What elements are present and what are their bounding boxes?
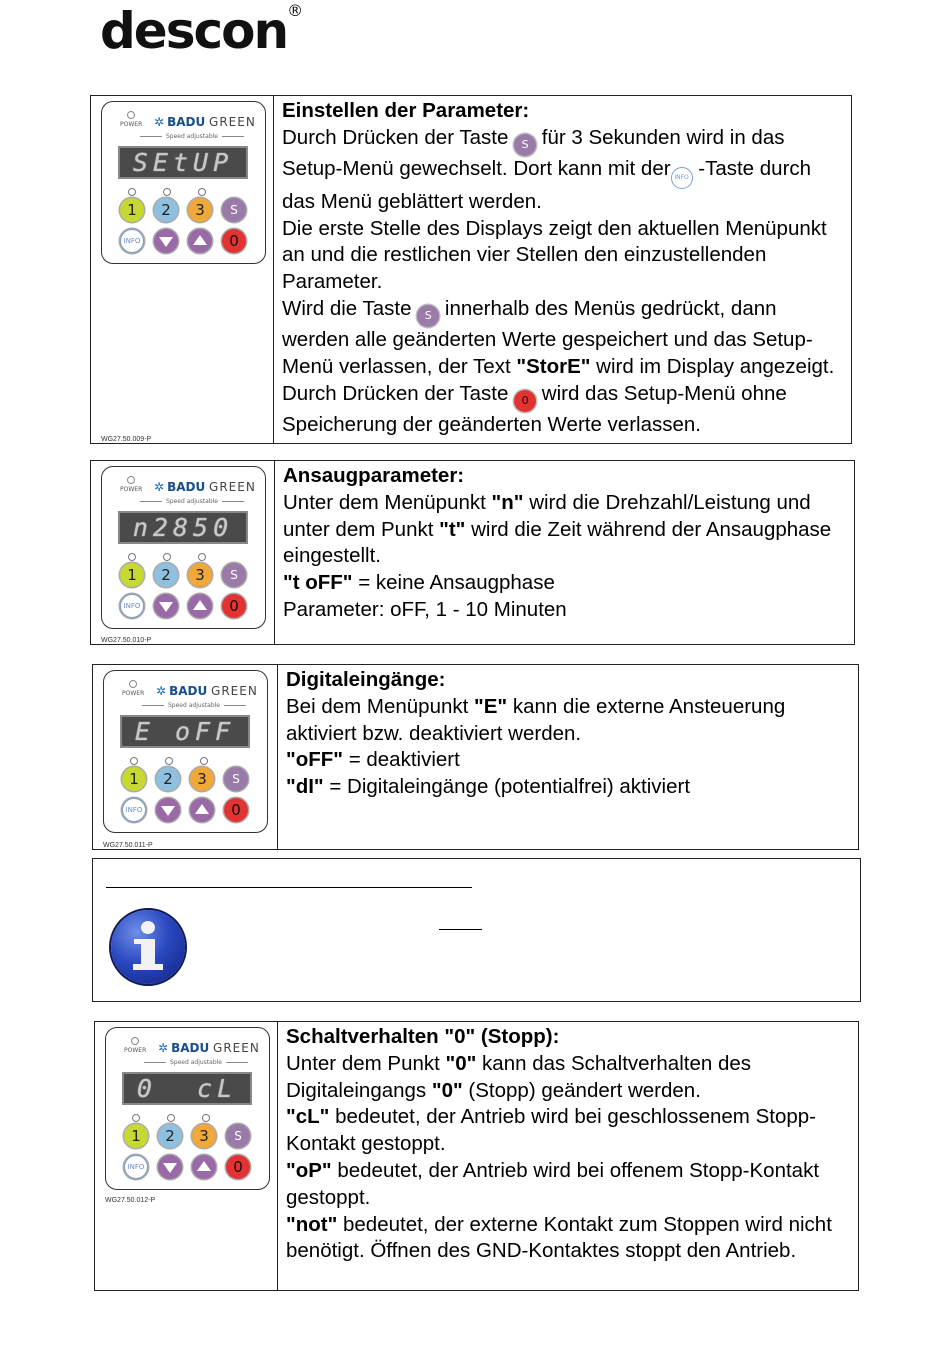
button-0: 0	[224, 798, 248, 822]
fan-icon: ✲	[154, 115, 165, 129]
paragraph: Durch Drücken der Taste S für 3 Sekunden wird in das Setup-Menü gewechselt. Dort kann mit der INFO -Taste durch das Menü geblättert werden.	[282, 125, 812, 213]
arrow-down-icon	[156, 798, 180, 822]
section-text	[278, 1022, 858, 1290]
indicator-leds	[128, 183, 233, 201]
fan-icon: ✲	[156, 684, 167, 698]
button-1: 1	[120, 198, 144, 222]
power-label: POWER	[124, 1047, 147, 1054]
speed-label: Speed adjustable	[132, 498, 252, 505]
s-button-icon: S	[417, 305, 439, 327]
indicator-leds	[128, 548, 233, 566]
brand-logo: ✲ BADU GREEN	[154, 480, 256, 494]
paragraph: Durch Drücken der Taste 0 wird das Setup-Menü ohne Speicherung der geänderten Werte verlassen.	[282, 381, 787, 436]
fan-icon: ✲	[154, 480, 165, 494]
panel-image	[95, 1022, 278, 1290]
paragraph: Die erste Stelle des Displays zeigt den aktuellen Menüpunkt an und die restlichen vier Stellen den einzustellenden Parameter.	[282, 216, 827, 294]
paragraph: "oFF" = deaktiviert	[286, 748, 460, 772]
led-display: E oFF	[120, 715, 250, 748]
button-2: 2	[154, 198, 178, 222]
s-button-icon: S	[514, 134, 536, 156]
fan-icon: ✲	[158, 1041, 169, 1055]
paragraph: Parameter: oFF, 1 - 10 Minuten	[283, 597, 567, 621]
section-title: Digitaleingänge:	[286, 668, 446, 691]
paragraph: "not" bedeutet, der externe Kontakt zum Stoppen wird nicht benötigt. Öffnen des GND-Kontaktes stoppt den Antrieb.	[286, 1212, 832, 1263]
panel-image	[91, 461, 275, 644]
paragraph: Bei dem Menüpunkt "E" kann die externe Ansteuerung aktiviert bzw. deaktiviert werden.	[286, 694, 786, 745]
section-stopp	[94, 1021, 859, 1291]
power-led	[131, 1037, 139, 1045]
arrow-down-icon	[158, 1155, 182, 1179]
control-panel	[105, 1027, 270, 1190]
paragraph: Unter dem Punkt "0" kann das Schaltverhalten des Digitaleingangs "0" (Stopp) geändert werden.	[286, 1051, 752, 1102]
image-code: WG27.50.011-P	[103, 842, 153, 849]
arrow-up-icon	[188, 229, 212, 253]
button-2: 2	[158, 1124, 182, 1148]
paragraph: Wird die Taste S innerhalb des Menüs gedrückt, dann werden alle geänderten Werte gespeichert und das Setup-Menü verlassen, der Text "StorE" wird im Display angezeigt.	[282, 296, 835, 378]
led-display: SEtUP	[118, 146, 248, 179]
section-title: Einstellen der Parameter:	[282, 99, 530, 122]
button-s: S	[226, 1124, 250, 1148]
led-display: n2850	[118, 511, 248, 544]
section-ansaug	[90, 460, 855, 645]
button-2: 2	[154, 563, 178, 587]
power-led	[127, 111, 135, 119]
button-s: S	[224, 767, 248, 791]
button-3: 3	[188, 198, 212, 222]
indicator-leds	[132, 1109, 237, 1127]
power-label: POWER	[120, 486, 143, 493]
brand-logo: ✲ BADU GREEN	[156, 684, 258, 698]
paragraph: Unter dem Menüpunkt "n" wird die Drehzahl/Leistung und unter dem Punkt "t" wird die Zeit während der Ansaugphase eingestellt.	[283, 490, 832, 568]
arrow-up-icon	[190, 798, 214, 822]
panel-image	[91, 96, 274, 443]
section-title: Schaltverhalten "0" (Stopp):	[286, 1025, 560, 1048]
brand-logo: ✲ BADU GREEN	[158, 1041, 260, 1055]
paragraph: "t oFF" = keine Ansaugphase	[283, 571, 555, 595]
button-0: 0	[222, 229, 246, 253]
button-1: 1	[122, 767, 146, 791]
button-3: 3	[188, 563, 212, 587]
descon-logo: descon®	[100, 1, 304, 60]
brand-logo: ✲ BADU GREEN	[154, 115, 256, 129]
led-display: 0 cL	[122, 1072, 252, 1105]
info-box	[92, 858, 861, 1002]
paragraph: "oP" bedeutet, der Antrieb wird bei offenem Stopp-Kontakt gestoppt.	[286, 1158, 820, 1209]
image-code: WG27.50.009-P	[101, 436, 152, 443]
button-info: INFO	[124, 1155, 148, 1179]
button-3: 3	[190, 767, 214, 791]
panel-image	[93, 665, 278, 849]
button-info: INFO	[120, 594, 144, 618]
control-panel	[101, 466, 266, 629]
speed-label: Speed adjustable	[134, 702, 254, 709]
arrow-up-icon	[188, 594, 212, 618]
section-title: Ansaugparameter:	[283, 464, 465, 487]
button-s: S	[222, 198, 246, 222]
button-3: 3	[192, 1124, 216, 1148]
info-icon	[111, 910, 185, 984]
button-2: 2	[156, 767, 180, 791]
section-digital	[92, 664, 859, 850]
section-setup	[90, 95, 852, 444]
button-s: S	[222, 563, 246, 587]
image-code: WG27.50.010-P	[101, 637, 152, 644]
arrow-up-icon	[192, 1155, 216, 1179]
arrow-down-icon	[154, 594, 178, 618]
control-panel	[101, 101, 266, 264]
image-code: WG27.50.012-P	[105, 1197, 156, 1204]
paragraph: "dI" = Digitaleingänge (potentialfrei) aktiviert	[286, 775, 691, 799]
paragraph: "cL" bedeutet, der Antrieb wird bei geschlossenem Stopp-Kontakt gestoppt.	[286, 1105, 816, 1156]
power-label: POWER	[122, 690, 145, 697]
speed-label: Speed adjustable	[136, 1059, 256, 1066]
power-led	[127, 476, 135, 484]
blank-line	[106, 887, 472, 888]
info-button-icon: INFO	[671, 167, 693, 189]
button-0: 0	[222, 594, 246, 618]
zero-button-icon: 0	[514, 390, 536, 412]
section-text	[275, 461, 854, 644]
control-panel	[103, 670, 268, 833]
blank-line	[439, 929, 482, 930]
button-info: INFO	[122, 798, 146, 822]
power-led	[129, 680, 137, 688]
button-1: 1	[120, 563, 144, 587]
button-0: 0	[226, 1155, 250, 1179]
speed-label: Speed adjustable	[132, 133, 252, 140]
section-text	[278, 665, 858, 849]
button-1: 1	[124, 1124, 148, 1148]
indicator-leds	[130, 752, 235, 770]
button-info: INFO	[120, 229, 144, 253]
section-text	[274, 96, 851, 443]
power-label: POWER	[120, 121, 143, 128]
arrow-down-icon	[154, 229, 178, 253]
